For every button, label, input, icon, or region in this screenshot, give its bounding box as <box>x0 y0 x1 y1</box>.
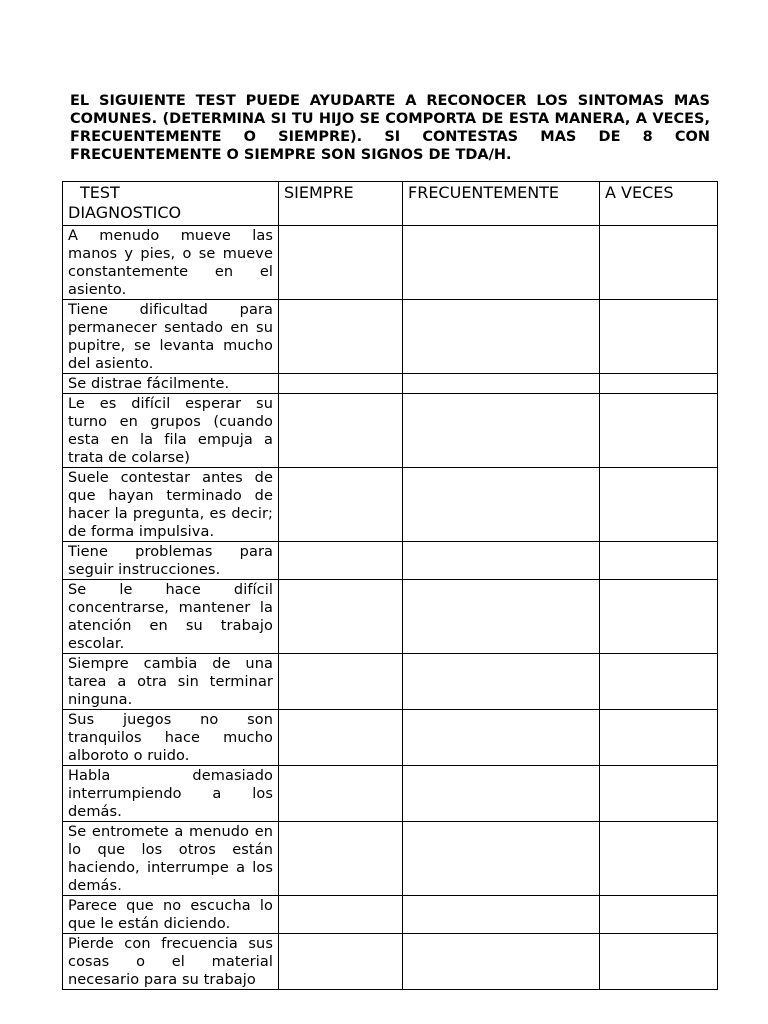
siempre-cell[interactable] <box>279 822 403 896</box>
siempre-cell[interactable] <box>279 654 403 710</box>
frecuentemente-cell[interactable] <box>403 394 600 468</box>
frecuentemente-cell[interactable] <box>403 374 600 394</box>
header-diagnostico-label: DIAGNOSTICO <box>68 203 182 222</box>
symptom-cell: Habla demasiado interrumpiendo a los demás. <box>63 766 279 822</box>
table-row <box>63 896 718 934</box>
symptom-cell: Se distrae fácilmente. <box>63 374 279 394</box>
siempre-cell[interactable] <box>279 766 403 822</box>
a-veces-cell[interactable] <box>600 654 718 710</box>
header-test-diagnostico <box>63 182 279 226</box>
siempre-cell[interactable] <box>279 710 403 766</box>
table-row <box>63 710 718 766</box>
symptom-cell: Sus juegos no son tranquilos hace mucho alboroto o ruido. <box>63 710 279 766</box>
siempre-cell[interactable] <box>279 394 403 468</box>
symptom-cell: Se entromete a menudo en lo que los otros están haciendo, interrumpe a los demás. <box>63 822 279 896</box>
frecuentemente-cell[interactable] <box>403 542 600 580</box>
symptom-cell: Se le hace difícil concentrarse, mantener la atención en su trabajo escolar. <box>63 580 279 654</box>
siempre-cell[interactable] <box>279 934 403 990</box>
siempre-cell[interactable] <box>279 468 403 542</box>
frecuentemente-cell[interactable] <box>403 896 600 934</box>
frecuentemente-cell[interactable] <box>403 934 600 990</box>
table-row <box>63 654 718 710</box>
diagnostic-test-table <box>62 181 718 990</box>
siempre-cell[interactable] <box>279 896 403 934</box>
frecuentemente-cell[interactable] <box>403 468 600 542</box>
siempre-cell[interactable] <box>279 542 403 580</box>
frecuentemente-cell[interactable] <box>403 580 600 654</box>
a-veces-cell[interactable] <box>600 934 718 990</box>
a-veces-cell[interactable] <box>600 580 718 654</box>
siempre-cell[interactable] <box>279 374 403 394</box>
symptom-cell: Le es difícil esperar su turno en grupos (cuando esta en la fila empuja a trata de colarse) <box>63 394 279 468</box>
frecuentemente-cell[interactable] <box>403 654 600 710</box>
a-veces-cell[interactable] <box>600 766 718 822</box>
table-row <box>63 374 718 394</box>
table-row <box>63 542 718 580</box>
symptom-cell: Siempre cambia de una tarea a otra sin terminar ninguna. <box>63 654 279 710</box>
a-veces-cell[interactable] <box>600 374 718 394</box>
table-row <box>63 766 718 822</box>
frecuentemente-cell[interactable] <box>403 300 600 374</box>
a-veces-cell[interactable] <box>600 542 718 580</box>
a-veces-cell[interactable] <box>600 394 718 468</box>
header-frecuentemente: FRECUENTEMENTE <box>403 182 600 226</box>
a-veces-cell[interactable] <box>600 710 718 766</box>
a-veces-cell[interactable] <box>600 226 718 300</box>
siempre-cell[interactable] <box>279 226 403 300</box>
a-veces-cell[interactable] <box>600 896 718 934</box>
symptom-cell: Tiene problemas para seguir instrucciones. <box>63 542 279 580</box>
frecuentemente-cell[interactable] <box>403 766 600 822</box>
symptom-cell: A menudo mueve las manos y pies, o se mueve constantemente en el asiento. <box>63 226 279 300</box>
symptom-cell: Pierde con frecuencia sus cosas o el material necesario para su trabajo <box>63 934 279 990</box>
table-row <box>63 468 718 542</box>
table-row <box>63 580 718 654</box>
siempre-cell[interactable] <box>279 300 403 374</box>
symptom-cell: Parece que no escucha lo que le están diciendo. <box>63 896 279 934</box>
header-a-veces: A VECES <box>600 182 718 226</box>
table-row <box>63 934 718 990</box>
table-row <box>63 300 718 374</box>
table-row <box>63 226 718 300</box>
header-siempre: SIEMPRE <box>279 182 403 226</box>
frecuentemente-cell[interactable] <box>403 710 600 766</box>
a-veces-cell[interactable] <box>600 300 718 374</box>
table-row <box>63 822 718 896</box>
table-row <box>63 394 718 468</box>
a-veces-cell[interactable] <box>600 468 718 542</box>
header-test-label: TEST <box>80 183 120 202</box>
symptom-cell: Suele contestar antes de que hayan terminado de hacer la pregunta, es decir; de forma impulsiva. <box>63 468 279 542</box>
a-veces-cell[interactable] <box>600 822 718 896</box>
frecuentemente-cell[interactable] <box>403 822 600 896</box>
siempre-cell[interactable] <box>279 580 403 654</box>
symptom-cell: Tiene dificultad para permanecer sentado en su pupitre, se levanta mucho del asiento. <box>63 300 279 374</box>
intro-paragraph: EL SIGUIENTE TEST PUEDE AYUDARTE A RECONOCER LOS SINTOMAS MAS COMUNES. (DETERMINA SI TU HIJO SE COMPORTA DE ESTA MANERA, A VECES, FRECUENTEMENTE O SIEMPRE). SI CONTESTAS MAS DE 8 CON FRECUENTEMENTE O SIEMPRE SON SIGNOS DE TDA/H. <box>70 93 710 163</box>
frecuentemente-cell[interactable] <box>403 226 600 300</box>
table-header-row <box>63 182 718 226</box>
